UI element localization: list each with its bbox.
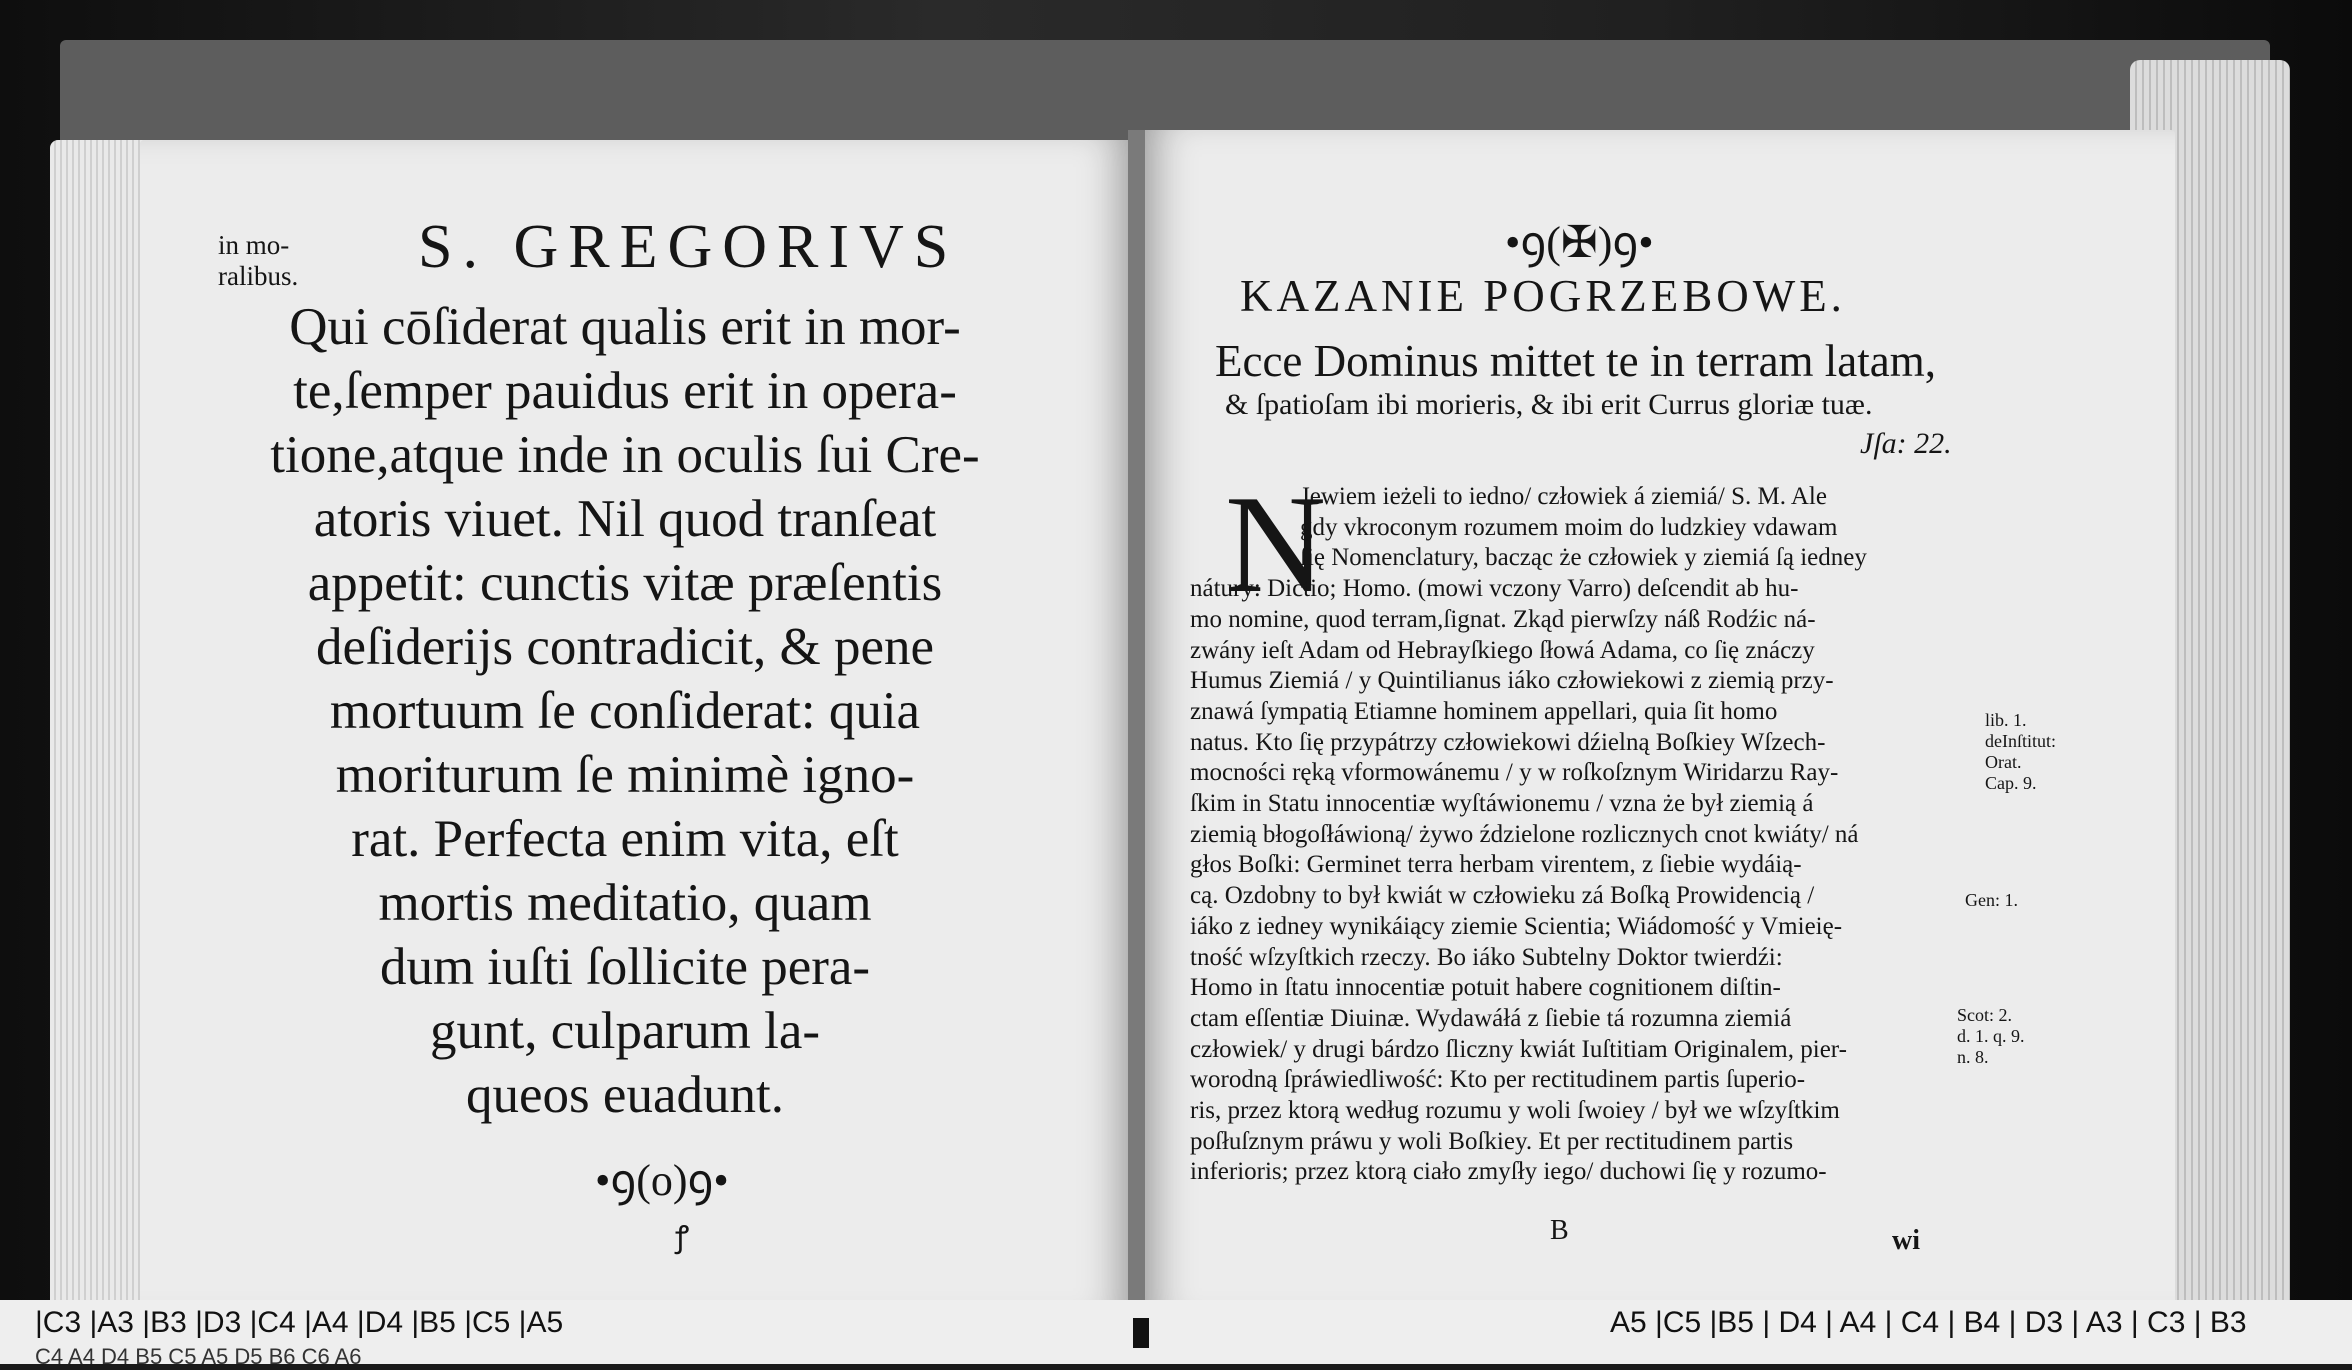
text-line: głos Boſki: Germinet terra herbam virentem, z ſiebie wydáią- bbox=[1190, 851, 1802, 879]
margin-note-scot bbox=[1957, 1005, 2025, 1068]
margin-note-line: n. 8. bbox=[1957, 1047, 1989, 1067]
fleuron-tail-icon: ꝭ bbox=[675, 1221, 690, 1254]
margin-note-line: d. 1. q. 9. bbox=[1957, 1026, 2025, 1046]
text-line: inferioris; przez ktorą ciało zmyſły iego/ duchowi ſię y rozumo- bbox=[1190, 1158, 1827, 1186]
text-line: nátury: Dictio; Homo. (mowi vczony Varro) deſcendit ab hu- bbox=[1190, 575, 1799, 603]
text-line: tność wſzyſtkich rzeczy. Bo iáko Subtelny Doktor twierdźi: bbox=[1190, 943, 1783, 971]
text-line: ſię Nomenclatury, bacząc że człowiek y ziemiá ſą iedney bbox=[1300, 544, 1867, 572]
spine-marker bbox=[1133, 1318, 1149, 1348]
margin-note-line: Orat. bbox=[1985, 752, 2022, 772]
margin-note-line: lib. 1. bbox=[1985, 710, 2027, 730]
signature-mark: B bbox=[1550, 1215, 1569, 1246]
epigraph-line: Ecce Dominus mittet te in terram latam, bbox=[1215, 336, 1937, 386]
text-line: ris, przez ktorą według rozumu y woli ſwoiey / był we wſzyſtkim bbox=[1190, 1097, 1840, 1125]
text-line: mocności ręką vformowánemu / y w roſkoſznym Wiridarzu Ray- bbox=[1190, 759, 1839, 787]
text-line: gunt, culparum la- bbox=[429, 1002, 821, 1060]
text-line: człowiek/ y drugi bárdzo ſliczny kwiát Iuſtitiam Originalem, pier- bbox=[1190, 1035, 1847, 1063]
text-line: ſkim in Statu innocentiæ wyſtáwionemu / vzna że był ziemią á bbox=[1190, 790, 1814, 818]
ruler-labels-right: A5 |C5 |B5 | D4 | A4 | C4 | B4 | D3 | A3 | C3 | B3 bbox=[1610, 1306, 2247, 1339]
text-line: gdy vkroconym rozumem moim do ludzkiey vdawam bbox=[1300, 513, 1838, 541]
margin-note-line: ralibus. bbox=[218, 261, 299, 291]
sermon-title: KAZANIE POGRZEBOWE. bbox=[1240, 271, 1846, 321]
margin-note-gen bbox=[1965, 890, 2018, 911]
text-line: appetit: cunctis vitæ præſentis bbox=[307, 554, 943, 612]
left-page bbox=[140, 140, 1130, 1315]
text-line: Homo in ſtatu innocentiæ potuit habere cognitionem diſtin- bbox=[1190, 974, 1781, 1002]
margin-note-line: deInſtitut: bbox=[1985, 731, 2056, 751]
ruler-labels-bottom: C4 A4 D4 B5 C5 A5 D5 B6 C6 A6 bbox=[35, 1344, 362, 1369]
fleuron-ornament-icon: •ꝯ(✠)ꝯ• bbox=[1505, 218, 1654, 267]
text-line: deſiderijs contradicit, & pene bbox=[315, 618, 935, 676]
text-line: Humus Ziemiá / y Quintilianus iáko człowiekowi z ziemią przy- bbox=[1190, 667, 1834, 695]
margin-note-line: Scot: 2. bbox=[1957, 1005, 2013, 1025]
latin-text-block bbox=[210, 295, 1040, 1127]
text-line: ctam eſſentiæ Diuinæ. Wydawáłá z ſiebie tá rozumna ziemiá bbox=[1190, 1004, 1792, 1032]
text-line: rat. Perfecta enim vita, eſt bbox=[351, 810, 899, 868]
text-line: Jewiem ieżeli to iedno/ człowiek á ziemiá/ S. M. Ale bbox=[1300, 483, 1827, 510]
margin-note-line: Gen: 1. bbox=[1965, 890, 2018, 910]
fleuron-ornament-icon: •ꝯ(o)ꝯ• bbox=[595, 1156, 729, 1205]
text-line: poſłuſznym práwu y woli Boſkiey. Et per rectitudinem partis bbox=[1190, 1127, 1794, 1155]
margin-note-line: in mo- bbox=[218, 230, 290, 260]
right-page bbox=[1145, 130, 2175, 1315]
text-line: queos euadunt. bbox=[466, 1066, 784, 1124]
catchword: wi bbox=[1892, 1225, 1920, 1256]
polish-text-block bbox=[1190, 482, 1930, 1188]
text-line: ziemią błogoſłáwioną/ żywo ździelone rozlicznych cnot kwiáty/ ná bbox=[1190, 820, 1859, 848]
ruler-labels-left: |C3 |A3 |B3 |D3 |C4 |A4 |D4 |B5 |C5 |A5 bbox=[35, 1306, 564, 1339]
text-line: te,ſemper pauidus erit in opera- bbox=[293, 362, 957, 420]
text-line: natus. Kto ſię przypátrzy człowiekowi dźielną Boſkiey Wſzech- bbox=[1190, 728, 1826, 756]
text-line: mortuum ſe conſiderat: quia bbox=[329, 682, 921, 740]
margin-note-line: Cap. 9. bbox=[1985, 773, 2037, 793]
drop-cap: N bbox=[1225, 467, 1327, 622]
text-line: mortis meditatio, quam bbox=[378, 874, 872, 932]
text-line: moriturum ſe minimè igno- bbox=[335, 746, 915, 804]
left-margin-note bbox=[218, 230, 338, 292]
text-line: Qui cōſiderat qualis erit in mor- bbox=[289, 298, 961, 356]
text-line: zwány ieſt Adam od Hebrayſkiego ſłowá Adama, co ſię znáczy bbox=[1190, 636, 1815, 664]
text-line: worodną ſpráwiedliwość: Kto per rectitudinem partis ſuperio- bbox=[1190, 1066, 1806, 1094]
text-line: tione,atque inde in oculis ſui Cre- bbox=[270, 426, 980, 484]
running-head: S. GREGORIVS bbox=[418, 213, 959, 281]
epigraph-line: & ſpatioſam ibi morieris, & ibi erit Currus gloriæ tuæ. bbox=[1225, 388, 1873, 421]
archive-ruler-strip bbox=[0, 1300, 2352, 1369]
text-line: atoris viuet. Nil quod tranſeat bbox=[313, 490, 937, 548]
text-line: cą. Ozdobny to był kwiát w człowieku zá Boſką Prowidencią / bbox=[1190, 882, 1815, 910]
text-line: iáko z iedney wynikáiący ziemie Scientia; Wiádomość y Vmieię- bbox=[1190, 912, 1843, 940]
text-line: mo nomine, quod terram,ſignat. Zkąd pierwſzy náß Rodźic ná- bbox=[1190, 605, 1816, 633]
epigraph-reference: Jſa: 22. bbox=[1860, 427, 1952, 460]
text-line: dum iuſti ſollicite pera- bbox=[379, 938, 871, 996]
text-line: znawá ſympatią Etiamne hominem appellari, quia ſit homo bbox=[1190, 697, 1778, 725]
margin-note-lib bbox=[1985, 710, 2056, 794]
